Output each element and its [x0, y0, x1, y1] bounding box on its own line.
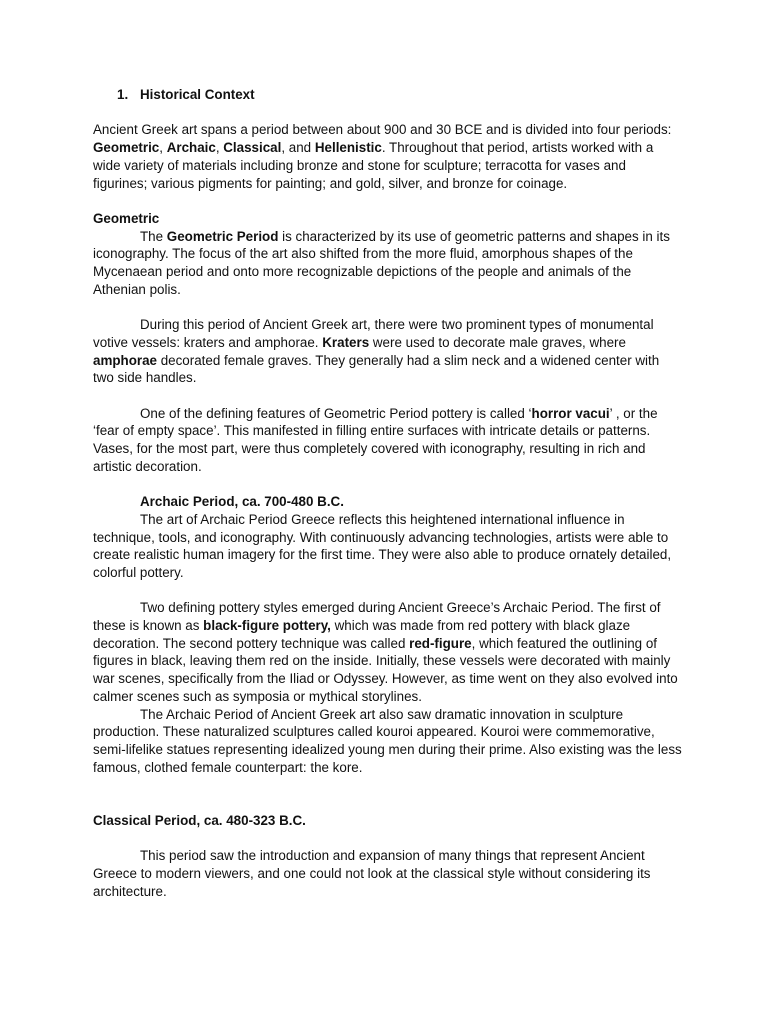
archaic-heading: Archaic Period, ca. 700-480 B.C.: [140, 494, 344, 510]
section-heading: [117, 86, 683, 104]
geometric-paragraph-3: One of the defining features of Geometric Period pottery is called ‘horror vacui’ , or the ‘fear of empty space’. This manifested in filling entire surfaces with intricate details or patterns. Vases, for the most part, were thus completely covered with iconography, resulting in rich and artistic decoration.: [93, 405, 658, 474]
section-number: 1.: [117, 87, 129, 102]
archaic-paragraph-2: Two defining pottery styles emerged during Ancient Greece’s Archaic Period. The first of these is known as black-figure pottery, which was made from red pottery with black glaze decoration. The second pottery technique was called red-figure, which featured the outlining of figures in black, leaving them red on the inside. Initially, these vessels were decorated with mainly war scenes, specifically from the Iliad or Odyssey. However, as time went on they also evolved into calmer scenes such as symposia or mythical storylines.: [93, 600, 678, 704]
document-page: [93, 86, 683, 900]
archaic-paragraph-3: The Archaic Period of Ancient Greek art also saw dramatic innovation in sculpture production. These naturalized sculptures called kouroi appeared. Kouroi were commemorative, semi-lifelike statues representing idealized young men during their prime. Also existing was the less famous, clothed female counterpart: the kore.: [93, 706, 682, 775]
section-title: Historical Context: [140, 87, 255, 102]
classical-paragraph-1: This period saw the introduction and expansion of many things that represent Ancient Greece to modern viewers, and one could not look at the classical style without considering its architecture.: [93, 848, 651, 899]
classical-heading: Classical Period, ca. 480-323 B.C.: [93, 812, 306, 828]
intro-paragraph: Ancient Greek art spans a period between about 900 and 30 BCE and is divided into four periods: Geometric, Archaic, Classical, and Hellenistic. Throughout that period, artists worked with a wide variety of materials including bronze and stone for sculpture; terracotta for vases and figurines; various pigments for painting; and gold, silver, and bronze for coinage.: [93, 122, 672, 191]
geometric-heading: Geometric: [93, 210, 160, 226]
geometric-paragraph-2: During this period of Ancient Greek art, there were two prominent types of monumental votive vessels: kraters and amphorae. Kraters were used to decorate male graves, where amphorae decorated female graves. They generally had a slim neck and a widened center with two side handles.: [93, 317, 660, 386]
geometric-paragraph-1: The Geometric Period is characterized by its use of geometric patterns and shapes in its iconography. The focus of the art also shifted from the more fluid, amorphous shapes of the Mycenaean period and onto more recognizable depictions of the people and animals of the Athenian polis.: [93, 228, 670, 297]
archaic-paragraph-1: The art of Archaic Period Greece reflects this heightened international influence in technique, tools, and iconography. With continuously advancing technologies, artists were able to create realistic human imagery for the first time. They were also able to produce ornately detailed, colorful pottery.: [93, 511, 672, 580]
